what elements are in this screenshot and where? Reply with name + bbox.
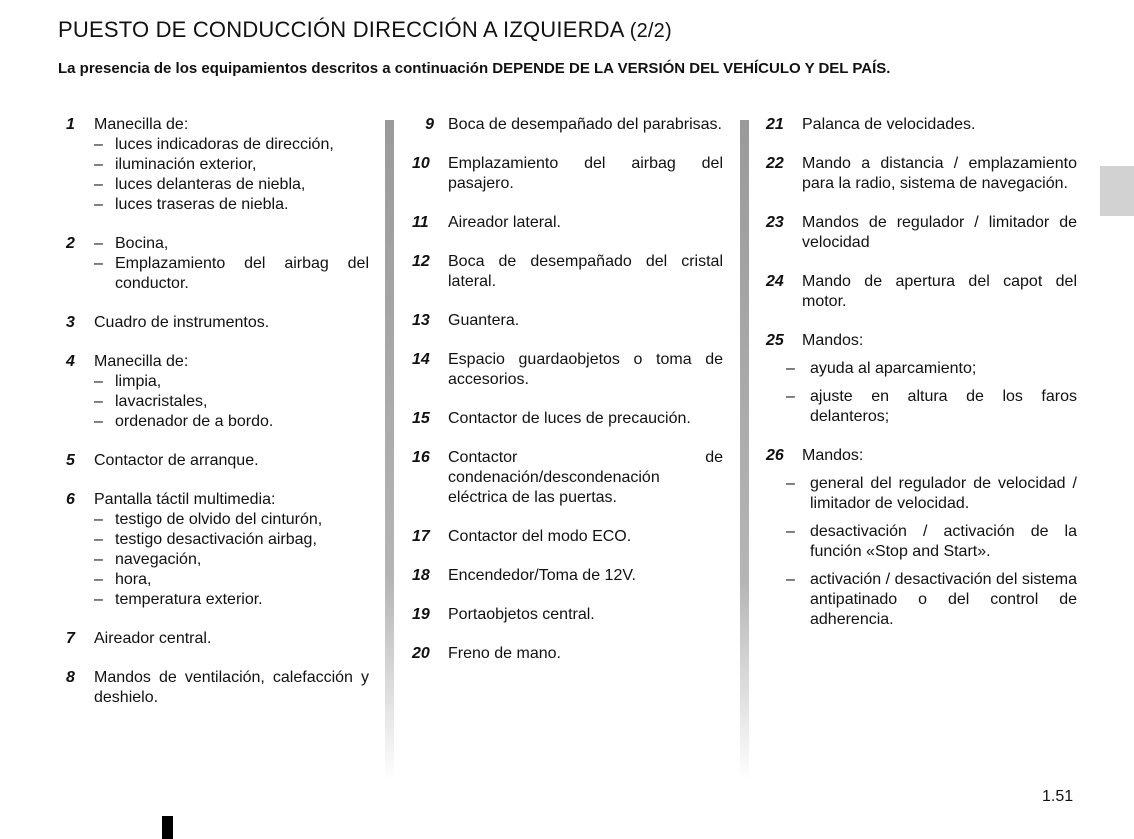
legend-subitem-text: Bocina, bbox=[115, 235, 169, 252]
legend-subitem bbox=[786, 522, 1077, 562]
legend-subitem-text: hora, bbox=[115, 571, 152, 588]
legend-body bbox=[94, 115, 369, 215]
crop-mark bbox=[162, 816, 173, 839]
legend-text: Espacio guardaobjetos o toma de accesorios. bbox=[448, 351, 723, 388]
legend-subitem bbox=[94, 254, 369, 294]
legend-subitem bbox=[94, 530, 369, 550]
legend-text: Portaobjetos central. bbox=[448, 606, 595, 623]
legend-subitem-text: lavacristales, bbox=[115, 393, 208, 410]
column-divider bbox=[385, 120, 394, 780]
legend-sublist bbox=[94, 372, 369, 432]
dash-bullet: – bbox=[94, 511, 103, 528]
legend-item-3 bbox=[66, 313, 369, 333]
legend-body bbox=[94, 629, 369, 649]
legend-text: Mando a distancia / emplazamiento para la radio, sistema de navegación. bbox=[802, 155, 1077, 192]
legend-number: 3 bbox=[66, 314, 75, 331]
legend-subitem-text: ordenador de a bordo. bbox=[115, 413, 274, 430]
legend-body bbox=[448, 566, 723, 586]
legend-body bbox=[802, 115, 1077, 135]
legend-item-15 bbox=[412, 409, 723, 429]
dash-bullet: – bbox=[786, 360, 795, 377]
legend-subitem-text: navegación, bbox=[115, 551, 202, 568]
legend-text: Boca de desempañado del parabrisas. bbox=[448, 116, 722, 133]
dash-bullet: – bbox=[786, 388, 795, 405]
legend-subitem-text: general del regulador de velocidad / limitador de velocidad. bbox=[810, 475, 1077, 512]
legend-number: 5 bbox=[66, 452, 75, 469]
dash-bullet: – bbox=[786, 571, 795, 588]
dash-bullet: – bbox=[94, 235, 103, 252]
legend-body bbox=[448, 350, 723, 390]
legend-body bbox=[94, 668, 369, 708]
legend-text: Boca de desempañado del cristal lateral. bbox=[448, 253, 723, 290]
page-subtitle bbox=[58, 60, 890, 77]
legend-subitem-text: luces delanteras de niebla, bbox=[115, 176, 306, 193]
legend-sublist bbox=[94, 510, 369, 610]
legend-item-5 bbox=[66, 451, 369, 471]
legend-text: Freno de mano. bbox=[448, 645, 561, 662]
legend-item-7 bbox=[66, 629, 369, 649]
legend-text: Mando de apertura del capot del motor. bbox=[802, 273, 1077, 310]
legend-text: Manecilla de: bbox=[94, 353, 189, 370]
legend-body bbox=[448, 154, 723, 194]
legend-body bbox=[94, 352, 369, 432]
legend-number: 14 bbox=[412, 351, 430, 368]
legend-number: 10 bbox=[412, 155, 430, 172]
legend-body bbox=[786, 331, 1077, 427]
dash-bullet: – bbox=[94, 176, 103, 193]
legend-item-14 bbox=[412, 350, 723, 390]
legend-item-24 bbox=[766, 272, 1077, 312]
column-right bbox=[766, 115, 1077, 649]
legend-item-26 bbox=[766, 446, 1077, 630]
legend-subitem bbox=[94, 135, 369, 155]
dash-bullet: – bbox=[94, 255, 103, 272]
legend-subitem-text: luces indicadoras de dirección, bbox=[115, 136, 334, 153]
legend-subitem bbox=[94, 510, 369, 530]
legend-subitem-text: ayuda al aparcamiento; bbox=[810, 360, 977, 377]
legend-number: 25 bbox=[766, 332, 784, 349]
legend-subitem-text: ajuste en altura de los faros delanteros; bbox=[810, 388, 1077, 425]
legend-item-16 bbox=[412, 448, 723, 508]
legend-subitem bbox=[94, 155, 369, 175]
legend-item-13 bbox=[412, 311, 723, 331]
page-title-text: PUESTO DE CONDUCCIÓN DIRECCIÓN A IZQUIERDA bbox=[58, 17, 624, 42]
subtitle-normal: La presencia de los equipamientos descritos a continuación bbox=[58, 60, 493, 77]
legend-number: 24 bbox=[766, 273, 784, 290]
legend-body bbox=[448, 311, 723, 331]
legend-item-6 bbox=[66, 490, 369, 610]
legend-body bbox=[448, 644, 723, 664]
legend-number: 22 bbox=[766, 155, 784, 172]
page-number: 1.51 bbox=[1042, 788, 1074, 805]
legend-body bbox=[786, 446, 1077, 630]
legend-item-8 bbox=[66, 668, 369, 708]
legend-body bbox=[448, 409, 723, 429]
legend-subitem-text: iluminación exterior, bbox=[115, 156, 257, 173]
dash-bullet: – bbox=[94, 156, 103, 173]
legend-number: 21 bbox=[766, 116, 784, 133]
legend-item-23 bbox=[766, 213, 1077, 253]
dash-bullet: – bbox=[94, 531, 103, 548]
legend-item-11 bbox=[412, 213, 723, 233]
legend-number: 9 bbox=[425, 116, 434, 133]
legend-text: Contactor de condenación/descondenación eléctrica de las puertas. bbox=[448, 449, 723, 506]
legend-subitem-text: desactivación / activación de la función «Stop and Start». bbox=[810, 523, 1077, 560]
column-left bbox=[66, 115, 369, 727]
legend-body bbox=[448, 527, 723, 547]
legend-number: 20 bbox=[412, 645, 430, 662]
legend-text: Contactor de luces de precaución. bbox=[448, 410, 691, 427]
legend-subitem bbox=[786, 570, 1077, 630]
legend-sublist bbox=[94, 135, 369, 215]
legend-number: 8 bbox=[66, 669, 75, 686]
legend-text: Contactor del modo ECO. bbox=[448, 528, 632, 545]
legend-subitem-text: testigo de olvido del cinturón, bbox=[115, 511, 323, 528]
legend-number: 1 bbox=[66, 116, 75, 133]
legend-subitem bbox=[94, 234, 369, 254]
legend-subitem bbox=[786, 474, 1077, 514]
legend-subitem bbox=[94, 412, 369, 432]
legend-body bbox=[94, 490, 369, 610]
page-title-suffix: (2/2) bbox=[629, 20, 672, 42]
legend-item-21 bbox=[766, 115, 1077, 135]
legend-subitem bbox=[94, 195, 369, 215]
legend-number: 7 bbox=[66, 630, 75, 647]
dash-bullet: – bbox=[94, 551, 103, 568]
legend-text: Contactor de arranque. bbox=[94, 452, 259, 469]
legend-subitem bbox=[94, 175, 369, 195]
legend-item-1 bbox=[66, 115, 369, 215]
dash-bullet: – bbox=[94, 413, 103, 430]
legend-item-20 bbox=[412, 644, 723, 664]
column-middle bbox=[412, 115, 723, 683]
legend-text: Emplazamiento del airbag del pasajero. bbox=[448, 155, 723, 192]
dash-bullet: – bbox=[94, 393, 103, 410]
legend-number: 12 bbox=[412, 253, 430, 270]
dash-bullet: – bbox=[786, 475, 795, 492]
dash-bullet: – bbox=[94, 571, 103, 588]
legend-subitem bbox=[94, 590, 369, 610]
legend-subitem-text: testigo desactivación airbag, bbox=[115, 531, 317, 548]
legend-body bbox=[448, 605, 723, 625]
legend-number: 13 bbox=[412, 312, 430, 329]
dash-bullet: – bbox=[786, 523, 795, 540]
legend-body bbox=[448, 252, 723, 292]
dash-bullet: – bbox=[94, 373, 103, 390]
legend-item-25 bbox=[766, 331, 1077, 427]
legend-text: Mandos de regulador / limitador de velocidad bbox=[802, 214, 1077, 251]
legend-item-4 bbox=[66, 352, 369, 432]
legend-item-10 bbox=[412, 154, 723, 194]
legend-text: Cuadro de instrumentos. bbox=[94, 314, 270, 331]
legend-item-22 bbox=[766, 154, 1077, 194]
legend-subitem-text: luces traseras de niebla. bbox=[115, 196, 289, 213]
dash-bullet: – bbox=[94, 196, 103, 213]
legend-body bbox=[802, 154, 1077, 194]
legend-number: 15 bbox=[412, 410, 430, 427]
legend-subitem bbox=[786, 359, 1077, 379]
page-title bbox=[58, 17, 672, 43]
legend-number: 16 bbox=[412, 449, 430, 466]
legend-number: 19 bbox=[412, 606, 430, 623]
legend-item-12 bbox=[412, 252, 723, 292]
legend-number: 6 bbox=[66, 491, 75, 508]
legend-text: Encendedor/Toma de 12V. bbox=[448, 567, 636, 584]
legend-body bbox=[94, 234, 369, 294]
legend-number: 2 bbox=[66, 235, 75, 252]
subtitle-emphasis: DEPENDE DE LA VERSIÓN DEL VEHÍCULO Y DEL PAÍS. bbox=[492, 60, 891, 77]
legend-sublist bbox=[786, 359, 1077, 427]
legend-number: 4 bbox=[66, 353, 75, 370]
legend-item-18 bbox=[412, 566, 723, 586]
legend-item-17 bbox=[412, 527, 723, 547]
legend-subitem bbox=[94, 550, 369, 570]
legend-item-2 bbox=[66, 234, 369, 294]
dash-bullet: – bbox=[94, 591, 103, 608]
legend-body bbox=[802, 213, 1077, 253]
legend-body bbox=[448, 213, 723, 233]
legend-number: 17 bbox=[412, 528, 430, 545]
legend-subitem-text: temperatura exterior. bbox=[115, 591, 263, 608]
legend-subitem-text: limpia, bbox=[115, 373, 162, 390]
legend-sublist bbox=[786, 474, 1077, 630]
legend-subitem bbox=[94, 570, 369, 590]
legend-text: Aireador central. bbox=[94, 630, 212, 647]
legend-body bbox=[94, 451, 369, 471]
legend-text: Mandos: bbox=[802, 447, 864, 464]
legend-text: Guantera. bbox=[448, 312, 520, 329]
legend-subitem-text: activación / desactivación del sistema antipatinado o del control de adherencia. bbox=[810, 571, 1077, 628]
legend-subitem-text: Emplazamiento del airbag del conductor. bbox=[115, 255, 369, 292]
legend-text: Pantalla táctil multimedia: bbox=[94, 491, 276, 508]
legend-subitem bbox=[94, 392, 369, 412]
legend-subitem bbox=[786, 387, 1077, 427]
legend-sublist bbox=[94, 234, 369, 294]
legend-text: Mandos de ventilación, calefacción y deshielo. bbox=[94, 669, 369, 706]
column-divider bbox=[740, 120, 749, 780]
legend-body bbox=[802, 272, 1077, 312]
legend-text: Mandos: bbox=[802, 332, 864, 349]
legend-item-19 bbox=[412, 605, 723, 625]
legend-number: 18 bbox=[412, 567, 430, 584]
legend-body bbox=[448, 115, 723, 135]
dash-bullet: – bbox=[94, 136, 103, 153]
legend-number: 11 bbox=[412, 214, 429, 231]
legend-subitem bbox=[94, 372, 369, 392]
legend-number: 23 bbox=[766, 214, 784, 231]
legend-text: Aireador lateral. bbox=[448, 214, 561, 231]
legend-body bbox=[94, 313, 369, 333]
legend-item-9 bbox=[412, 115, 723, 135]
legend-number: 26 bbox=[766, 447, 784, 464]
legend-text: Palanca de velocidades. bbox=[802, 116, 976, 133]
legend-body bbox=[448, 448, 723, 508]
section-tab-marker bbox=[1100, 166, 1134, 216]
legend-text: Manecilla de: bbox=[94, 116, 189, 133]
